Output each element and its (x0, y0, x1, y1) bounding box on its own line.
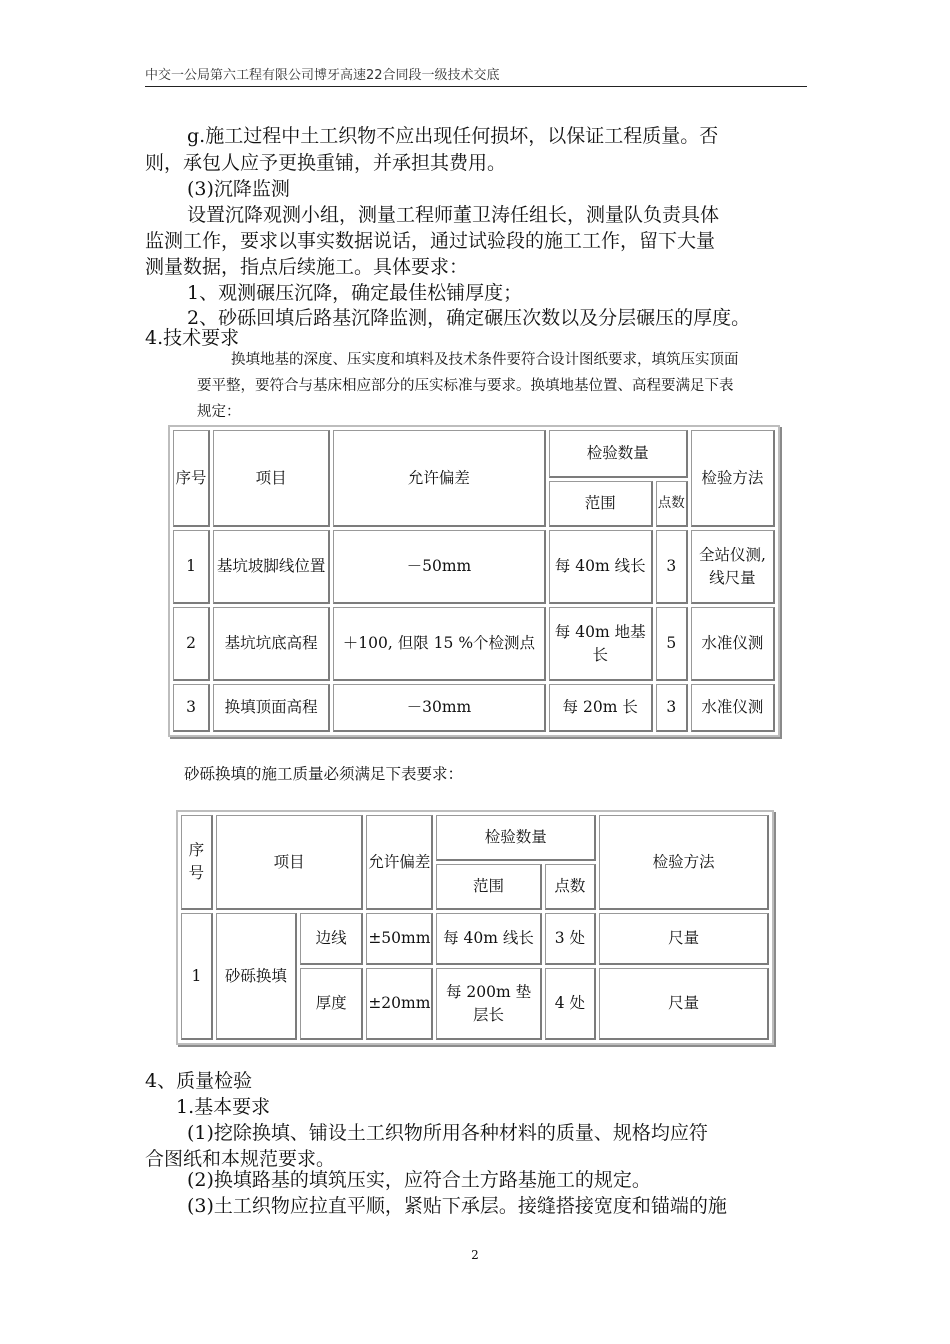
foundation-tolerance-table (168, 425, 780, 737)
table2-header-tolerance: 允许偏差 (366, 815, 433, 910)
table2-header-scope: 范围 (436, 864, 541, 910)
table-row (173, 684, 775, 732)
table1-cell-tolerance: －30mm (333, 684, 545, 732)
table2-cell-no: 1 (181, 913, 213, 1040)
table1-header-inspection-qty: 检验数量 (549, 430, 688, 478)
table1-cell-tolerance: ＋100, 但限 15 %个检测点 (333, 607, 545, 681)
table1-cell-item: 换填顶面高程 (213, 684, 330, 732)
table2-header-item: 项目 (216, 815, 363, 910)
table1-cell-points: 3 (656, 684, 688, 732)
requirement-2: (2)换填路基的填筑压实，应符合土方路基施工的规定。 (187, 1169, 651, 1191)
requirements-line3: 规定： (197, 404, 241, 420)
table-row (181, 913, 769, 965)
table2-header-no: 序号 (181, 815, 213, 910)
table2-cell-sub: 厚度 (300, 968, 363, 1040)
table2-cell-method: 尺量 (599, 913, 769, 965)
paragraph-g-line2: 则，承包人应予更换重铺，并承担其费用。 (145, 152, 507, 174)
section-settlement-title: (3)沉降监测 (187, 178, 290, 200)
section-tech-requirements-title: 4.技术要求 (145, 327, 240, 349)
table2-header-method: 检验方法 (599, 815, 769, 910)
table-row (173, 530, 775, 604)
table1-cell-points: 5 (656, 607, 688, 681)
table2-cell-tolerance: ±50mm (366, 913, 433, 965)
table1-cell-scope: 每 40m 地基长 (549, 607, 653, 681)
table2-cell-sub: 边线 (300, 913, 363, 965)
basic-requirements-title: 1.基本要求 (176, 1096, 271, 1118)
table1-cell-no: 2 (173, 607, 210, 681)
table2-cell-points: 4 处 (545, 968, 597, 1040)
table1-header-item: 项目 (213, 430, 330, 527)
requirement-1-line2: 合图纸和本规范要求。 (145, 1148, 336, 1170)
table2-cell-method: 尺量 (599, 968, 769, 1040)
paragraph-settlement-line1: 设置沉降观测小组，测量工程师董卫涛任组长，测量队负责具体 (187, 204, 720, 226)
table2-intro: 砂砾换填的施工质量必须满足下表要求： (184, 765, 464, 783)
table2-cell-scope: 每 200m 垫层长 (436, 968, 541, 1040)
requirement-3: (3)土工织物应拉直平顺，紧贴下承层。接缝搭接宽度和锚端的施 (187, 1195, 727, 1217)
list-item-1: 1、观测碾压沉降，确定最佳松铺厚度； (187, 282, 523, 304)
paragraph-g-line1: g.施工过程中土工织物不应出现任何损坏，以保证工程质量。否 (187, 125, 719, 147)
gravel-quality-table (176, 810, 774, 1045)
table-row (173, 607, 775, 681)
table1-header-tolerance: 允许偏差 (333, 430, 545, 527)
table1-cell-no: 1 (173, 530, 210, 604)
table2-cell-item: 砂砾换填 (216, 913, 297, 1040)
requirements-line2: 要平整，要符合与基床相应部分的压实标准与要求。换填地基位置、高程要满足下表 (197, 378, 734, 394)
table1-cell-method: 水准仪测 (691, 684, 775, 732)
requirement-1-line1: (1)挖除换填、铺设土工织物所用各种材料的质量、规格均应符 (187, 1122, 708, 1144)
table2-header-points: 点数 (545, 864, 597, 910)
table2-cell-tolerance: ±20mm (366, 968, 433, 1040)
table1-cell-tolerance: －50mm (333, 530, 545, 604)
section-quality-inspection-title: 4、质量检验 (145, 1070, 253, 1092)
table1-header-points: 点数 (656, 481, 688, 527)
requirements-line1: 换填地基的深度、压实度和填料及技术条件要符合设计图纸要求，填筑压实顶面 (231, 352, 739, 368)
header-rule (145, 86, 807, 87)
table1-cell-scope: 每 20m 长 (549, 684, 653, 732)
table2-cell-scope: 每 40m 线长 (436, 913, 541, 965)
table1-cell-points: 3 (656, 530, 688, 604)
table1-cell-item: 基坑坡脚线位置 (213, 530, 330, 604)
list-item-2: 2、砂砾回填后路基沉降监测，确定碾压次数以及分层碾压的厚度。 (187, 307, 751, 329)
table2-header-inspection-qty: 检验数量 (436, 815, 596, 861)
table1-cell-no: 3 (173, 684, 210, 732)
table1-cell-method: 全站仪测,线尺量 (691, 530, 775, 604)
paragraph-settlement-line3: 测量数据，指点后续施工。具体要求： (145, 256, 469, 278)
table1-header-no: 序号 (173, 430, 210, 527)
paragraph-settlement-line2: 监测工作，要求以事实数据说话，通过试验段的施工工作，留下大量 (145, 230, 716, 252)
table1-cell-scope: 每 40m 线长 (549, 530, 653, 604)
table1-cell-item: 基坑坑底高程 (213, 607, 330, 681)
table1-cell-method: 水准仪测 (691, 607, 775, 681)
table1-header-scope: 范围 (549, 481, 653, 527)
table1-header-method: 检验方法 (691, 430, 775, 527)
table2-cell-points: 3 处 (545, 913, 597, 965)
page-header: 中交一公局第六工程有限公司博牙高速22合同段一级技术交底 (145, 68, 500, 83)
page-number: 2 (471, 1248, 479, 1262)
